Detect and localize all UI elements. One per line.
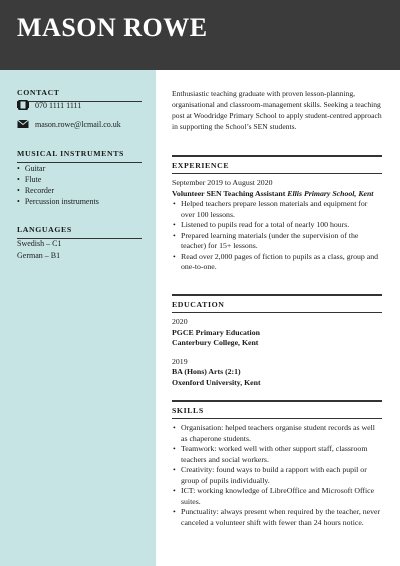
candidate-name: MASON ROWE: [17, 13, 208, 42]
phone-row: [17, 100, 81, 110]
education-heading: EDUCATION: [172, 296, 382, 313]
phone-icon: [17, 100, 29, 110]
education-section: [172, 294, 382, 388]
job-title: Volunteer SEN Teaching Assistant: [172, 188, 286, 198]
experience-heading: EXPERIENCE: [172, 157, 382, 174]
list-item: • Punctuality: always present when required by the teacher, never canceled a volunteer shift with fewer than 24 hours notice.: [172, 507, 382, 528]
education-school: Canterbury College, Kent: [172, 338, 259, 347]
envelope-icon: [17, 119, 29, 129]
skills-section: [172, 400, 382, 528]
instruments-list: [17, 163, 99, 207]
list-item: Swedish – C1: [17, 239, 62, 248]
list-item: • Guitar: [17, 163, 99, 174]
list-item: • Organisation: helped teachers organise student records as well as chaperone students.: [172, 423, 382, 444]
email-address[interactable]: mason.rowe@lcmail.co.uk: [35, 119, 121, 129]
list-item: • Prepared learning materials (under the supervision of the teacher) for 15+ lessons.: [172, 231, 382, 252]
experience-bullets: [172, 199, 382, 273]
instruments-heading: MUSICAL INSTRUMENTS: [17, 149, 142, 163]
contact-heading: CONTACT: [17, 88, 142, 102]
list-item: • Helped teachers prepare lesson materials and equipment for over 100 lessons.: [172, 199, 382, 220]
header-band: [0, 0, 400, 70]
list-item: • ICT: working knowledge of LibreOffice and Microsoft Office suites.: [172, 486, 382, 507]
education-degree: BA (Hons) Arts (2:1): [172, 367, 241, 376]
list-item: • Percussion instruments: [17, 196, 99, 207]
education-entry: [172, 357, 382, 389]
list-item: • Creativity: found ways to build a rapport with each pupil or group of pupils individually.: [172, 465, 382, 486]
experience-role: [172, 189, 382, 200]
phone-number: 070 1111 1111: [35, 100, 82, 110]
list-item: • Read over 2,000 pages of fiction to pupils as a class, group and one-to-one.: [172, 252, 382, 273]
list-item: German – B1: [17, 251, 61, 260]
sidebar: [0, 70, 156, 566]
employer: Ellis Primary School, Kent: [287, 188, 374, 198]
list-item: • Listened to pupils read for a total of nearly 100 hours.: [172, 220, 382, 231]
languages-list: [17, 238, 61, 262]
education-entry: [172, 317, 382, 349]
education-year: 2019: [172, 356, 188, 366]
education-year: 2020: [172, 317, 188, 326]
education-school: Oxenford University, Kent: [172, 377, 261, 387]
experience-section: [172, 155, 382, 273]
profile-summary: Enthusiastic teaching graduate with proven lesson-planning, organisational and classroom-management skills. Seeking a teaching post at Woodridge Primary School to apply student-centred approach in supporting the School’s SEN students.: [172, 89, 382, 131]
languages-heading: LANGUAGES: [17, 225, 142, 239]
experience-dates: September 2019 to August 2020: [172, 178, 273, 187]
list-item: • Flute: [17, 174, 99, 185]
education-degree: PGCE Primary Education: [172, 327, 260, 337]
list-item: • Recorder: [17, 185, 99, 196]
email-row: [17, 119, 121, 129]
skills-heading: SKILLS: [172, 402, 382, 419]
list-item: • Teamwork: worked well with other support staff, classroom teachers and social workers.: [172, 444, 382, 465]
skills-bullets: [172, 423, 382, 528]
